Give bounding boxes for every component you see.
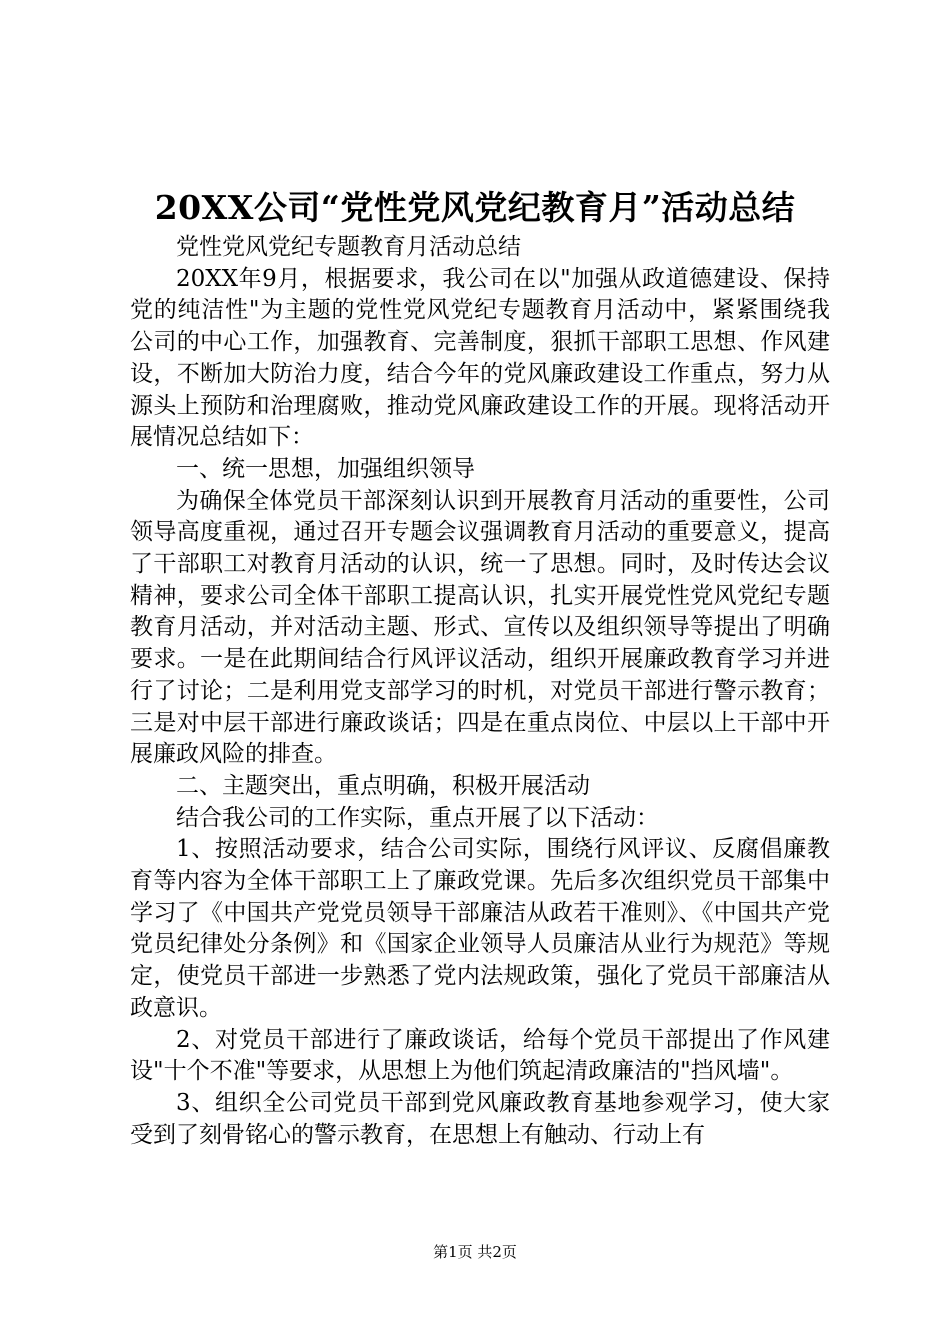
section-1-paragraph: 为确保全体党员干部深刻认识到开展教育月活动的重要性，公司领导高度重视，通过召开专题会议强调教育月活动的重要意义，提高了干部职工对教育月活动的认识，统一了思想。同时，及时传达会议精神，要求公司全体干部职工提高认识，扎实开展党性党风党纪专题教育月活动，并对活动主题、形式、宣传以及组织领导等提出了明确要求。一是在此期间结合行风评议活动，组织开展廉政教育学习并进行了讨论；二是利用党支部学习的时机，对党员干部进行警示教育；三是对中层干部进行廉政谈话；四是在重点岗位、中层以上干部中开展廉政风险的排查。: [130, 487, 830, 768]
activity-item-3: 3、组织全公司党员干部到党风廉政教育基地参观学习，使大家受到了刻骨铭心的警示教育，在思想上有触动、行动上有: [130, 1089, 830, 1148]
intro-paragraph: 20XX年9月，根据要求，我公司在以"加强从政道德建设、保持党的纯洁性"为主题的党性党风党纪专题教育月活动中，紧紧围绕我公司的中心工作，加强教育、完善制度，狠抓干部职工思想、作风建设，不断加大防治力度，结合今年的党风廉政建设工作重点，努力从源头上预防和治理腐败，推动党风廉政建设工作的开展。现将活动开展情况总结如下：: [130, 265, 830, 451]
section-2-intro-paragraph: 结合我公司的工作实际，重点开展了以下活动：: [176, 804, 659, 831]
page-number-footer: 第1页 共2页: [433, 1243, 517, 1261]
section-heading-1: 一、统一思想，加强组织领导: [176, 455, 475, 482]
document-body: [130, 232, 830, 1151]
section-heading-2: 二、主题突出，重点明确，积极开展活动: [176, 772, 590, 799]
activity-item-1: 1、按照活动要求，结合公司实际，围绕行风评议、反腐倡廉教育等内容为全体干部职工上了廉政党课。先后多次组织党员干部集中学习了《中国共产党党员领导干部廉洁从政若干准则》、《中国共产党党员纪律处分条例》和《国家企业领导人员廉洁从业行为规范》等规定，使党员干部进一步熟悉了党内法规政策，强化了党员干部廉洁从政意识。: [130, 836, 830, 1021]
activity-item-2: 2、对党员干部进行了廉政谈话，给每个党员干部提出了作风建设"十个不准"等要求，从思想上为他们筑起清政廉洁的"挡风墙"。: [130, 1026, 830, 1085]
document-title: 20XX公司“党性党风党纪教育月”活动总结: [154, 188, 796, 227]
subtitle-paragraph: 党性党风党纪专题教育月活动总结: [176, 234, 521, 260]
